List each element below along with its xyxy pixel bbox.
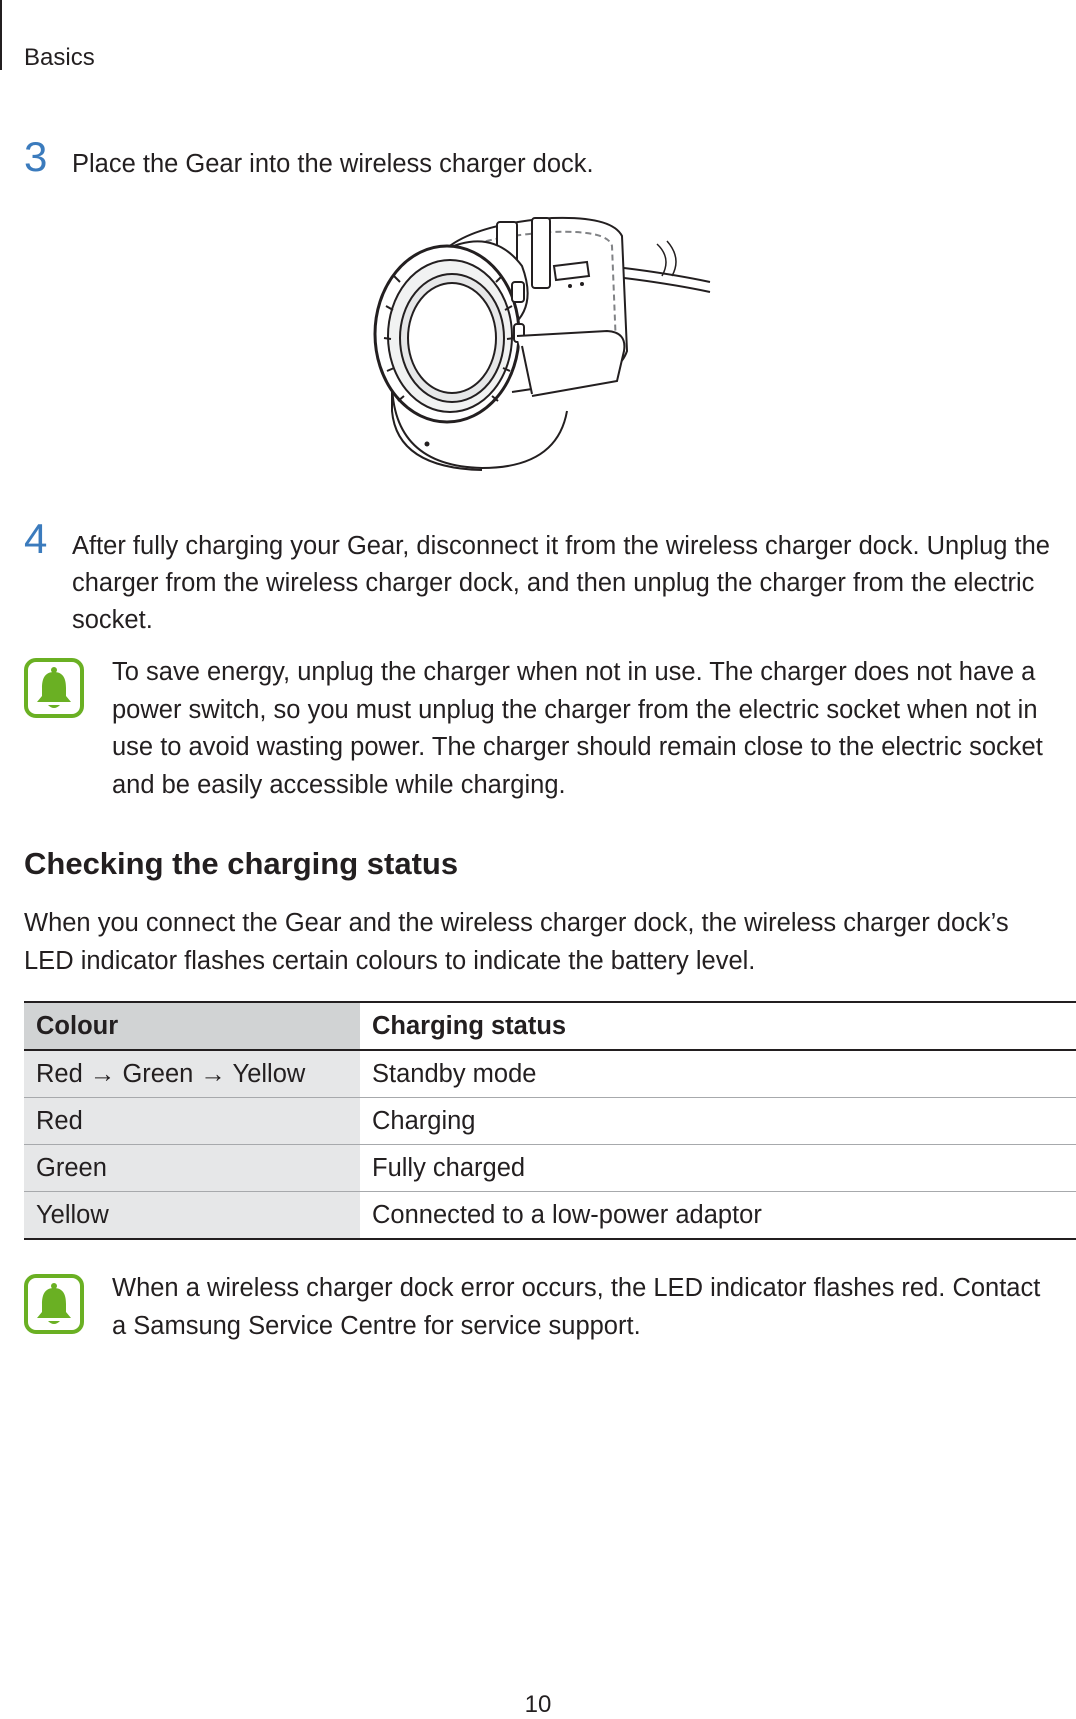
table-row: [24, 1145, 1076, 1192]
section-rule: [0, 0, 2, 70]
charging-status-table: [24, 1001, 1076, 1240]
table-cell: Fully charged: [360, 1145, 1076, 1192]
column-header: Charging status: [360, 1002, 1076, 1050]
step-4: [24, 515, 1054, 639]
section-intro: When you connect the Gear and the wireless charger dock, the wireless charger dock’s LED indicator flashes certain colours to indicate the battery level.: [24, 909, 1009, 975]
table-cell: Red: [24, 1098, 360, 1145]
note-text: When a wireless charger dock error occurs, the LED indicator flashes red. Contact a Samsung Service Centre for service support.: [112, 1274, 1041, 1340]
table-cell: Yellow: [24, 1192, 360, 1240]
section-heading: Checking the charging status: [24, 846, 459, 881]
note-energy: [24, 654, 1054, 804]
table-cell: Charging: [360, 1098, 1076, 1145]
step-text: Place the Gear into the wireless charger dock.: [72, 150, 594, 178]
column-header: Colour: [24, 1002, 360, 1050]
table-row: [24, 1192, 1076, 1240]
note-error: [24, 1270, 1054, 1345]
running-head: Basics: [24, 44, 95, 71]
step-3: [24, 133, 1054, 183]
table-cell: Standby mode: [360, 1050, 1076, 1098]
table-header-row: [24, 1002, 1076, 1050]
bell-icon: [24, 1274, 84, 1334]
table-cell: Connected to a low-power adaptor: [360, 1192, 1076, 1240]
table-cell: Green: [24, 1145, 360, 1192]
table-cell: Red → Green → Yellow: [24, 1050, 360, 1098]
page-number: 10: [524, 1691, 552, 1718]
bell-icon: [24, 658, 84, 718]
note-text: To save energy, unplug the charger when not in use. The charger does not have a power switch, so you must unplug the charger from the electric socket when not in use to avoid wasting power. The charger should remain close to the electric socket and be easily accessible while charging.: [112, 658, 1043, 799]
table-row: [24, 1098, 1076, 1145]
step-text: After fully charging your Gear, disconnect it from the wireless charger dock. Unplug the charger from the wireless charger dock, and then unplug the charger from the electric socket.: [72, 532, 1050, 634]
gear-on-charger-illustration: [372, 206, 712, 476]
table-row: [24, 1050, 1076, 1098]
step-number: 3: [24, 133, 48, 180]
step-number: 4: [24, 515, 48, 562]
